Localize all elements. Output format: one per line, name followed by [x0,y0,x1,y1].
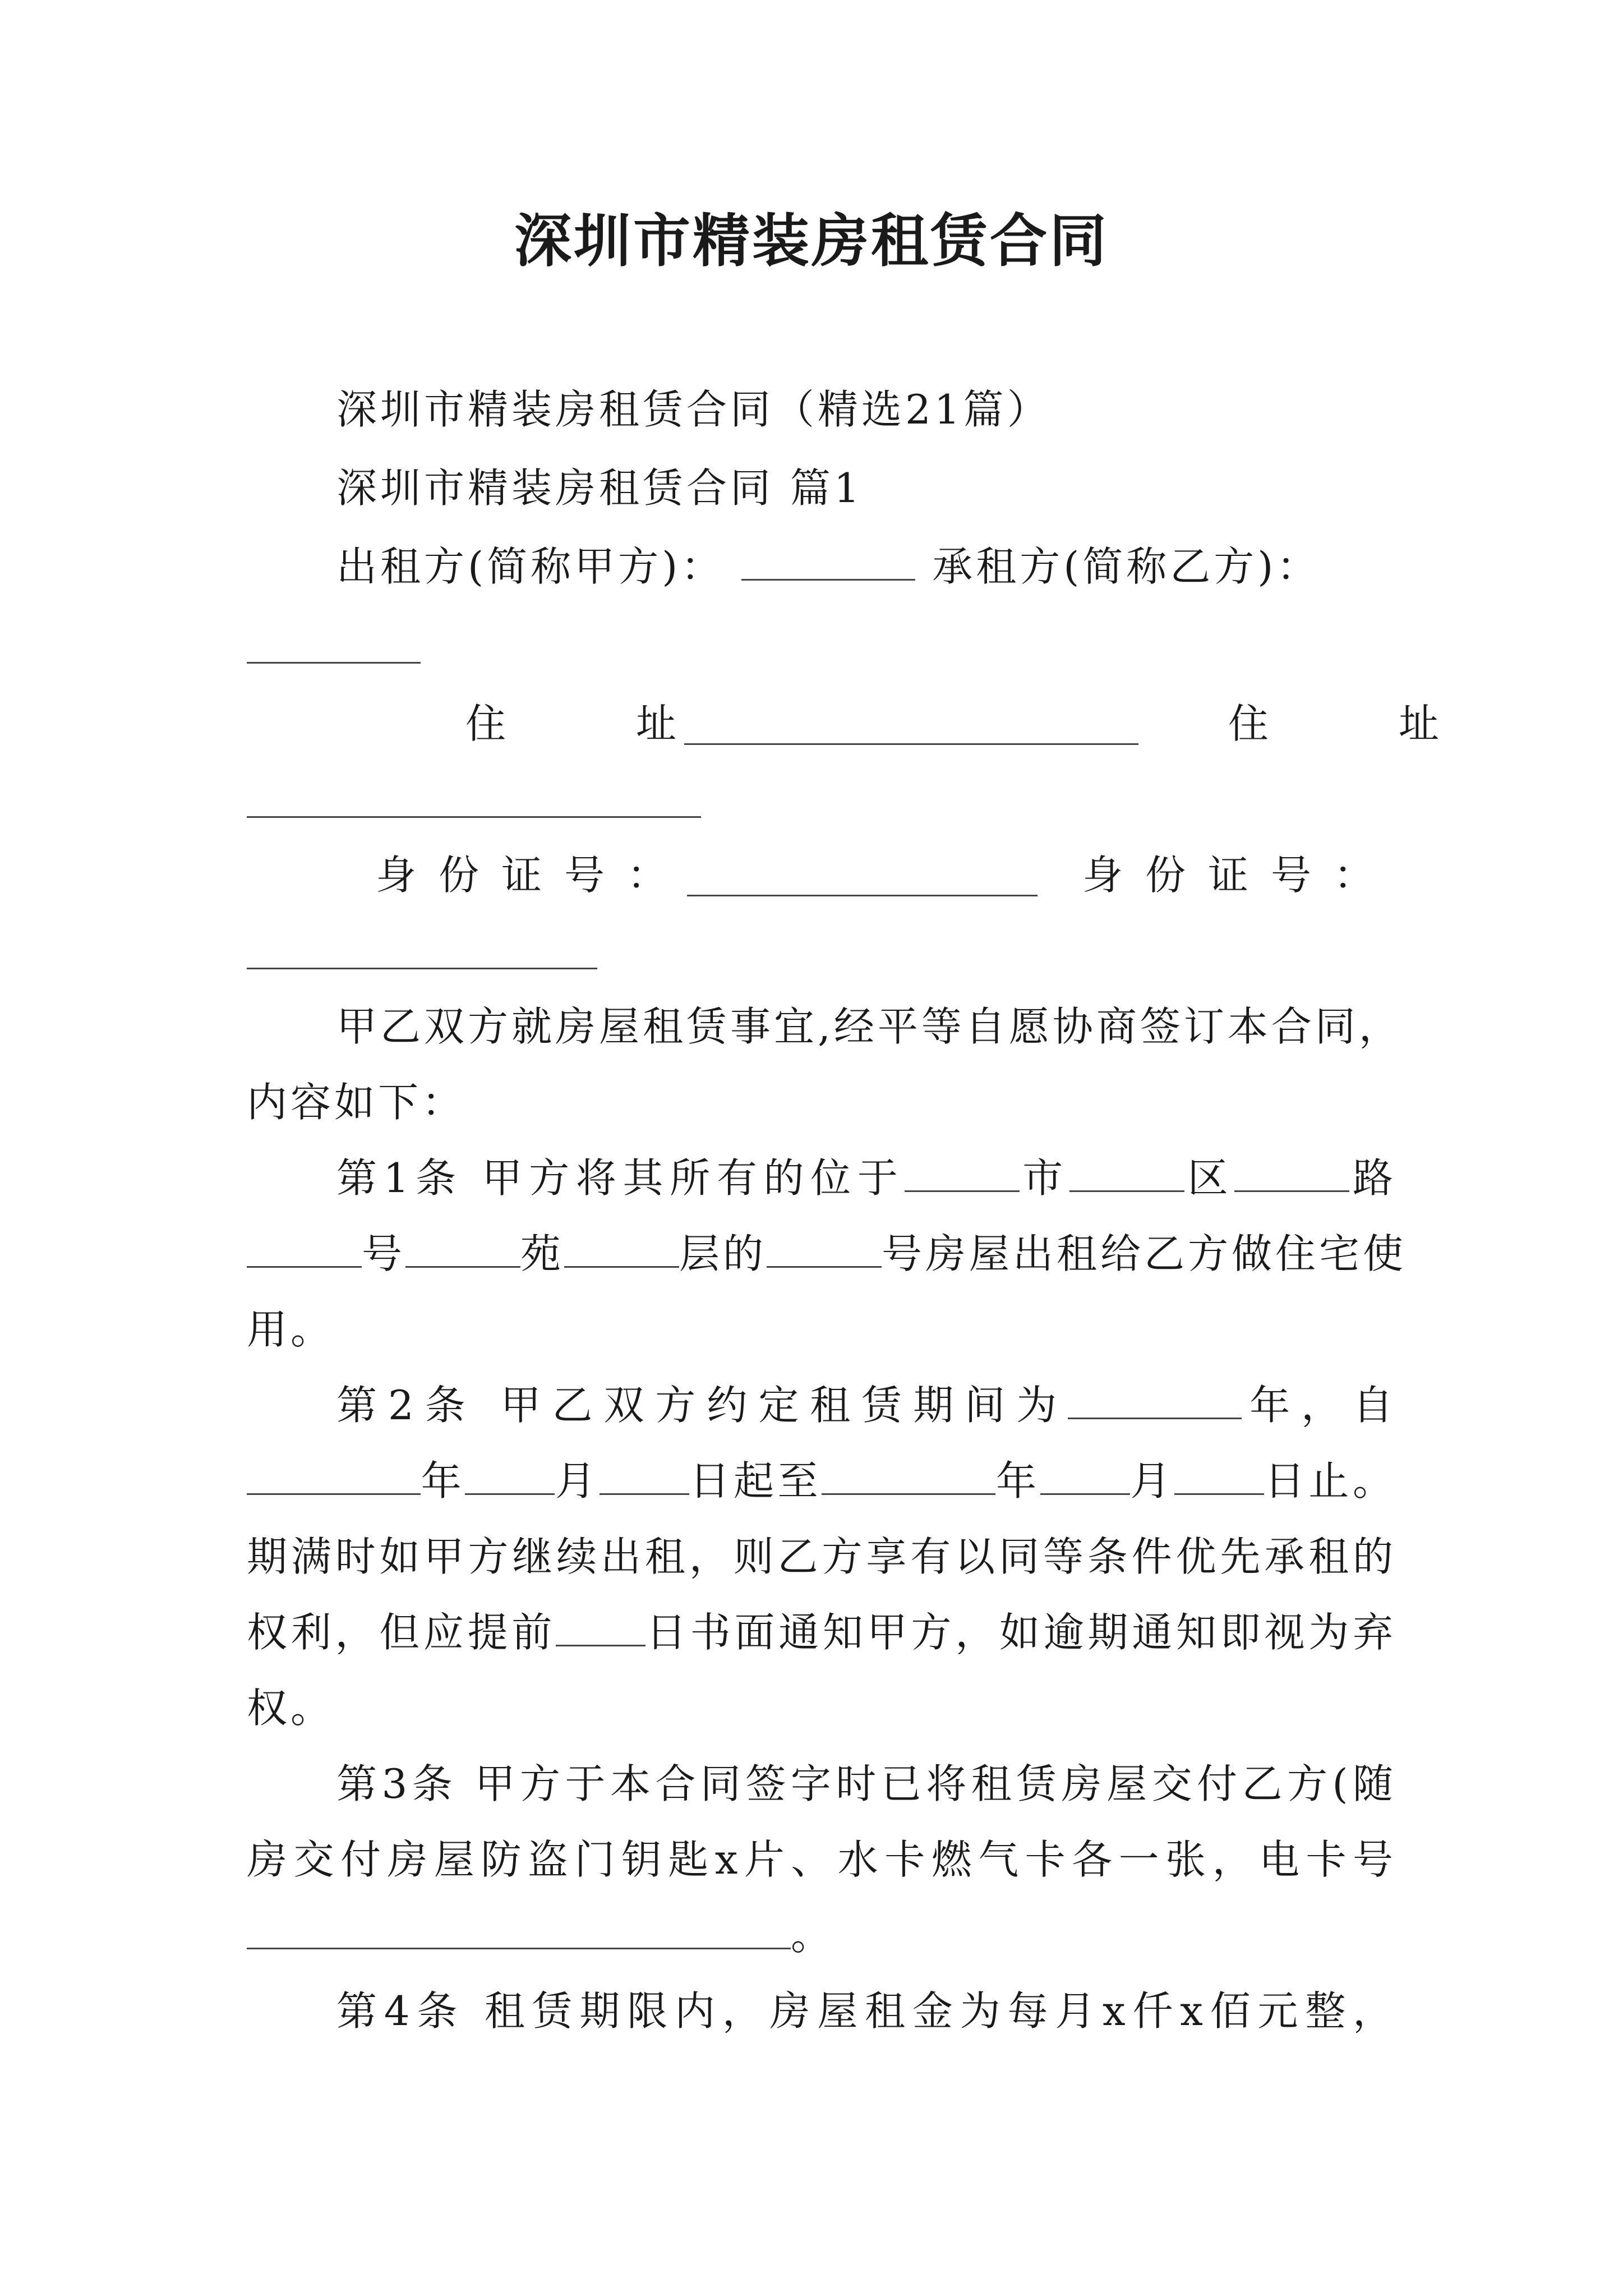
article1-line-1: 第1条 甲方将其所有的位于 市 区 路 [336,1150,1396,1206]
lessor-id-label: 身份证号： [376,852,690,899]
lessee-blank [247,662,421,664]
intro-line-1: 甲乙双方就房屋租赁事宜,经平等自愿协商签订本合同， [336,1003,1403,1050]
electric-card-blank [247,1908,791,1949]
lessee-address-blank [247,816,701,818]
lessor-blank [741,540,915,581]
document-subtitle: 深圳市精装房租赁合同（精选21篇） [336,386,1051,433]
document-title: 深圳市精装房租赁合同 [514,208,1109,275]
lessor-address-blank [684,743,1138,745]
lessee-label: 承租方(简称乙方)： [932,543,1321,590]
article3-line-3: 。 [247,1907,1396,1963]
lessor-id-blank [687,895,1038,896]
lessee-id-label: 身份证号： [1082,852,1397,899]
article2-line-3: 期满时如甲方继续出租，则乙方享有以同等条件优先承租的 [247,1533,1396,1580]
lessor-address-label: 住 址 [465,700,722,747]
lessee-id-blank [247,968,597,969]
section-heading: 深圳市精装房租赁合同 篇1 [336,464,863,512]
lessee-address-label: 住 址 [1228,700,1484,747]
article2-line-2: 年 月 日起至 年 月 日止。 [247,1453,1396,1509]
intro-line-2: 内容如下： [247,1079,466,1126]
article4-line-1: 第4条 租赁期限内，房屋租金为每月x仟x佰元整， [336,1987,1396,2035]
article2-line-1: 第2条 甲乙双方约定租赁期间为 年，自 [336,1377,1396,1433]
article1-line-2: 号 苑 层的 号房屋出租给乙方做住宅使 [247,1226,1396,1282]
article3-line-1: 第3条 甲方于本合同签字时已将租赁房屋交付乙方(随 [336,1760,1396,1807]
article2-line-5: 权。 [247,1685,335,1732]
article1-line-3: 用。 [247,1306,335,1353]
lessor-label: 出租方(简称甲方)： [336,543,725,590]
article3-line-2: 房交付房屋防盗门钥匙x片、水卡燃气卡各一张，电卡号 [247,1836,1396,1883]
parties-line [336,539,1396,595]
article2-line-4: 权利，但应提前 日书面通知甲方，如逾期通知即视为弃 [247,1604,1396,1660]
